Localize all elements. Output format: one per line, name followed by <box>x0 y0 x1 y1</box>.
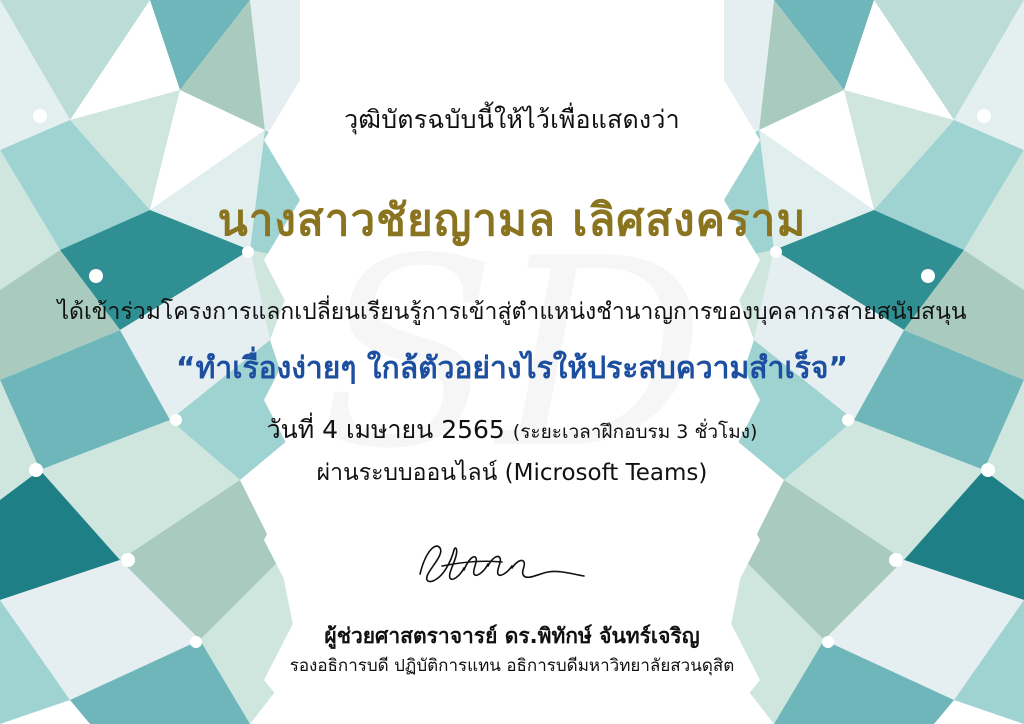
channel-text: ผ่านระบบออนไลน์ (Microsoft Teams) <box>316 460 708 486</box>
date-line <box>0 410 1024 450</box>
date-text: วันที่ 4 เมษายน 2565 <box>266 415 505 444</box>
signer-role: รองอธิการบดี ปฏิบัติการแทน อธิการบดีมหาวิทยาลัยสวนดุสิต <box>289 656 735 676</box>
description-text: ได้เข้าร่วมโครงการแลกเปลี่ยนเรียนรู้การเข้าสู่ตำแหน่งชำนาญการของบุคลากรสายสนับสนุน <box>57 299 967 325</box>
signer-name: ผู้ช่วยศาสตราจารย์ ดร.พิทักษ์ จันทร์เจริญ <box>324 624 700 648</box>
duration-text: (ระยะเวลาฝึกอบรม 3 ชั่วโมง) <box>512 421 758 443</box>
program-title: “ทำเรื่องง่ายๆ ใกล้ตัวอย่างไรให้ประสบความสำเร็จ” <box>175 351 849 386</box>
intro-text: วุฒิบัตรฉบับนี้ให้ไว้เพื่อแสดงว่า <box>344 105 680 134</box>
signature-image <box>0 536 1024 596</box>
recipient-name: นางสาวชัยญามล เลิศสงคราม <box>217 195 807 246</box>
